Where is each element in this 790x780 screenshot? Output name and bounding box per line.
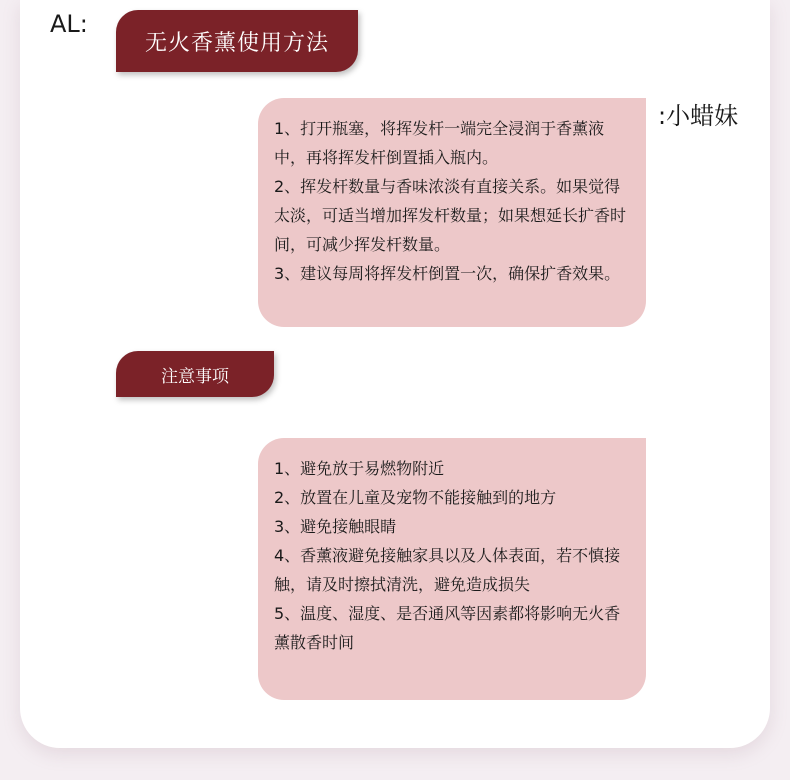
usage-line: 1、打开瓶塞，将挥发杆一端完全浸润于香薰液中，再将挥发杆倒置插入瓶内。 [274,119,605,167]
notes-line: 1、避免放于易燃物附近 [274,459,445,478]
usage-title-tab: 无火香薰使用方法 [116,10,358,72]
usage-line: 3、建议每周将挥发杆倒置一次，确保扩香效果。 [274,264,621,283]
speaker-label-xiaolamei: :小蜡妹 [658,102,739,130]
usage-line: 2、挥发杆数量与香味浓淡有直接关系。如果觉得太淡，可适当增加挥发杆数量；如果想延长扩香时间，可减少挥发杆数量。 [274,177,627,254]
notes-line: 3、避免接触眼睛 [274,517,397,536]
notes-line: 2、放置在儿童及宠物不能接触到的地方 [274,488,557,507]
notes-message-bubble [258,438,646,700]
speaker-label-al: AL: [50,10,88,38]
notes-line: 5、温度、湿度、是否通风等因素都将影响无火香薰散香时间 [274,604,621,652]
notes-line: 4、香薰液避免接触家具以及人体表面，若不慎接触，请及时擦拭清洗，避免造成损失 [274,546,621,594]
usage-message-bubble [258,98,646,327]
notes-title-tab: 注意事项 [116,351,274,397]
